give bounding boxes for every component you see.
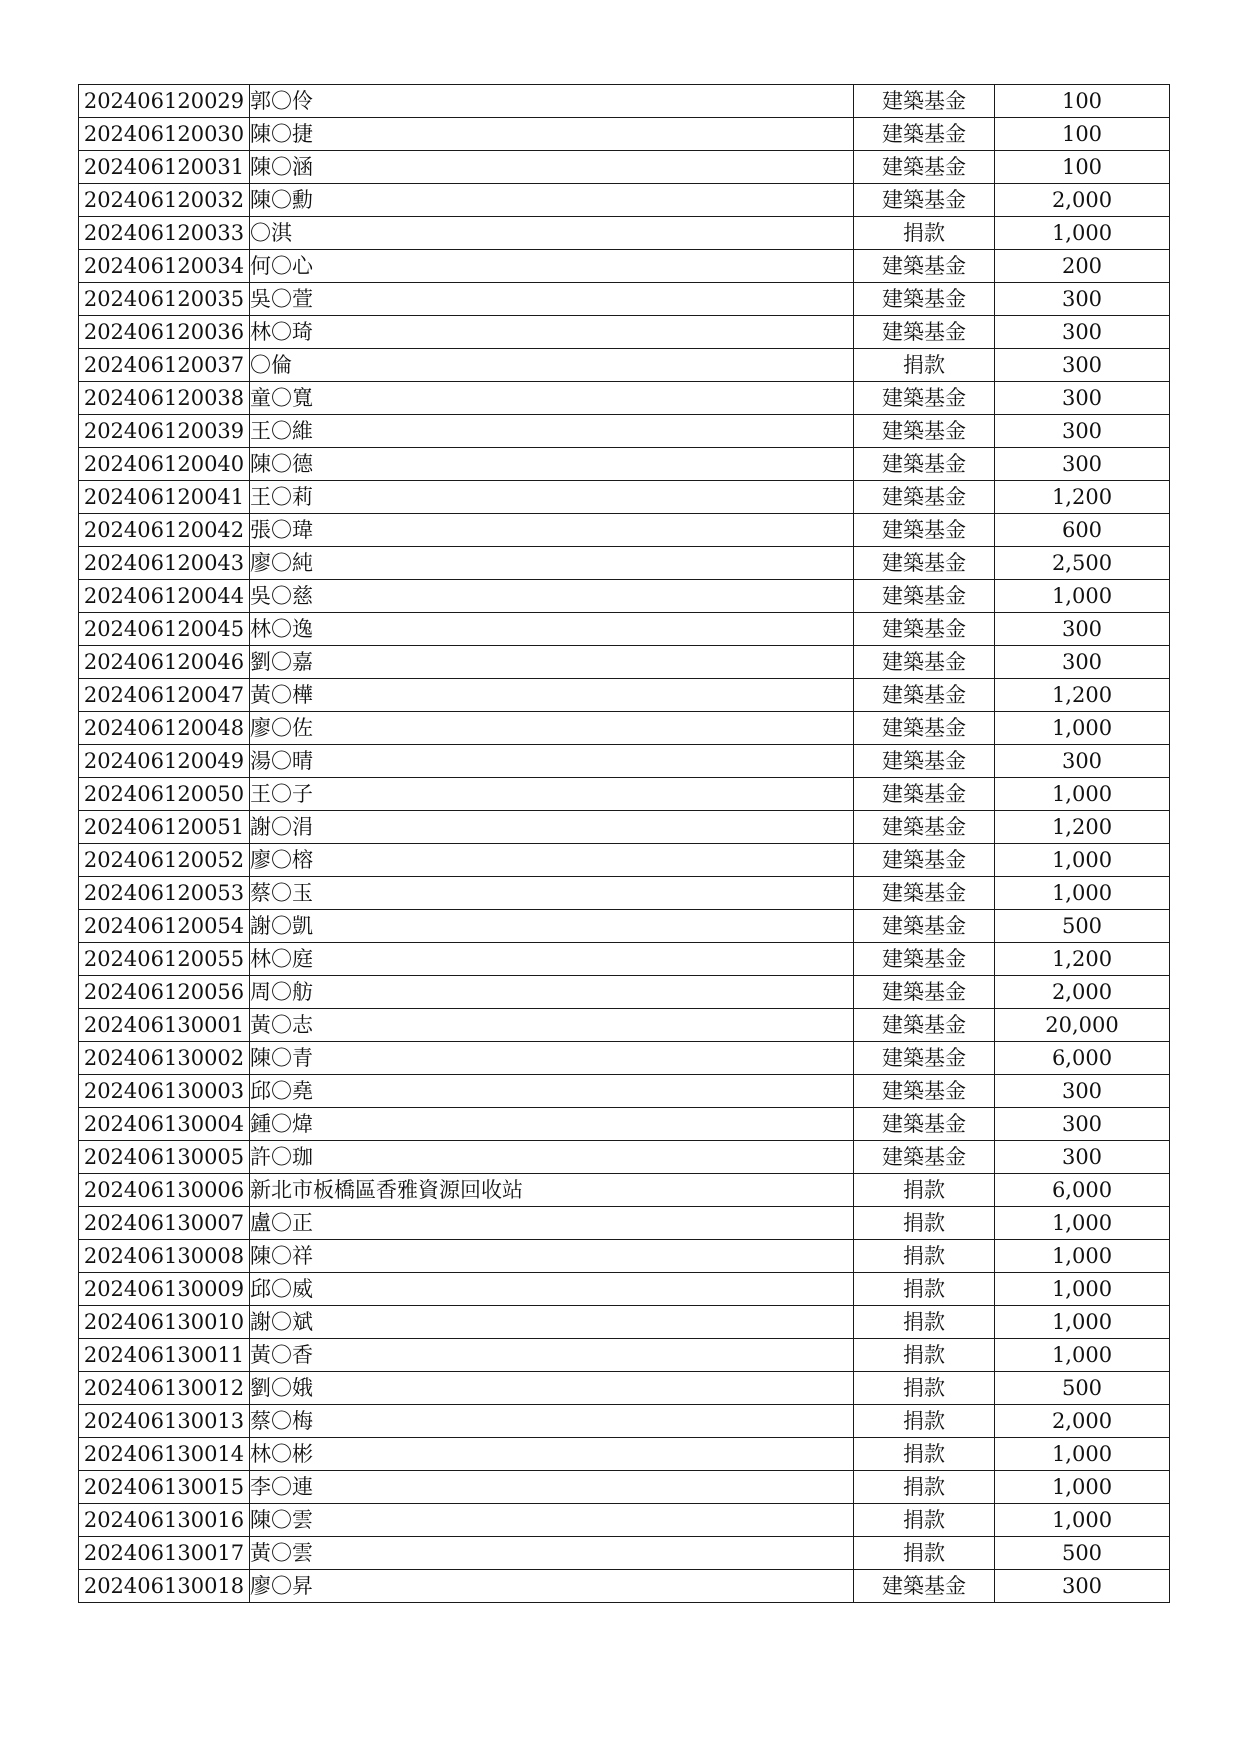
receipt-number-cell: 202406130003: [79, 1075, 250, 1108]
table-row: [79, 679, 1170, 712]
donation-amount-cell: 1,000: [995, 844, 1170, 877]
receipt-number-cell: 202406130016: [79, 1504, 250, 1537]
donation-amount-cell: 1,200: [995, 481, 1170, 514]
donation-type-cell: 建築基金: [854, 976, 995, 1009]
receipt-number-cell: 202406130006: [79, 1174, 250, 1207]
donor-name-cell: 廖〇佐: [250, 712, 854, 745]
table-row: [79, 646, 1170, 679]
donation-ledger-table: [78, 84, 1170, 1603]
donor-name-cell: 林〇逸: [250, 613, 854, 646]
donation-type-cell: 建築基金: [854, 712, 995, 745]
table-row: [79, 811, 1170, 844]
table-row: [79, 844, 1170, 877]
donation-amount-cell: 6,000: [995, 1042, 1170, 1075]
receipt-number-cell: 202406130011: [79, 1339, 250, 1372]
donation-amount-cell: 100: [995, 85, 1170, 118]
donor-name-cell: 陳〇涵: [250, 151, 854, 184]
table-row: [79, 1471, 1170, 1504]
donor-name-cell: 邱〇威: [250, 1273, 854, 1306]
receipt-number-cell: 202406120043: [79, 547, 250, 580]
donor-name-cell: 〇淇: [250, 217, 854, 250]
donor-name-cell: 盧〇正: [250, 1207, 854, 1240]
table-row: [79, 1174, 1170, 1207]
table-row: [79, 943, 1170, 976]
donation-type-cell: 建築基金: [854, 85, 995, 118]
donation-amount-cell: 1,000: [995, 217, 1170, 250]
receipt-number-cell: 202406130005: [79, 1141, 250, 1174]
table-row: [79, 514, 1170, 547]
donation-amount-cell: 1,200: [995, 679, 1170, 712]
donation-type-cell: 建築基金: [854, 778, 995, 811]
donation-amount-cell: 300: [995, 448, 1170, 481]
donation-amount-cell: 1,000: [995, 1273, 1170, 1306]
donation-type-cell: 建築基金: [854, 580, 995, 613]
receipt-number-cell: 202406120035: [79, 283, 250, 316]
receipt-number-cell: 202406120044: [79, 580, 250, 613]
table-row: [79, 1339, 1170, 1372]
donor-name-cell: 〇倫: [250, 349, 854, 382]
receipt-number-cell: 202406120040: [79, 448, 250, 481]
receipt-number-cell: 202406120049: [79, 745, 250, 778]
donation-type-cell: 捐款: [854, 1372, 995, 1405]
receipt-number-cell: 202406130018: [79, 1570, 250, 1603]
donor-name-cell: 王〇子: [250, 778, 854, 811]
receipt-number-cell: 202406130010: [79, 1306, 250, 1339]
donation-amount-cell: 2,000: [995, 1405, 1170, 1438]
donation-type-cell: 建築基金: [854, 184, 995, 217]
donation-amount-cell: 1,000: [995, 1306, 1170, 1339]
donation-amount-cell: 200: [995, 250, 1170, 283]
receipt-number-cell: 202406120051: [79, 811, 250, 844]
donation-amount-cell: 300: [995, 1075, 1170, 1108]
donation-type-cell: 建築基金: [854, 415, 995, 448]
donation-amount-cell: 2,000: [995, 184, 1170, 217]
donation-type-cell: 捐款: [854, 1174, 995, 1207]
donor-name-cell: 邱〇堯: [250, 1075, 854, 1108]
receipt-number-cell: 202406130012: [79, 1372, 250, 1405]
donation-type-cell: 建築基金: [854, 910, 995, 943]
donation-type-cell: 捐款: [854, 1471, 995, 1504]
donation-amount-cell: 1,000: [995, 580, 1170, 613]
donor-name-cell: 黃〇志: [250, 1009, 854, 1042]
donor-name-cell: 黃〇樺: [250, 679, 854, 712]
donation-amount-cell: 300: [995, 1141, 1170, 1174]
donation-amount-cell: 300: [995, 613, 1170, 646]
receipt-number-cell: 202406120030: [79, 118, 250, 151]
donor-name-cell: 謝〇凱: [250, 910, 854, 943]
donor-name-cell: 吳〇慈: [250, 580, 854, 613]
receipt-number-cell: 202406130014: [79, 1438, 250, 1471]
donor-name-cell: 陳〇勳: [250, 184, 854, 217]
donation-ledger-body: [79, 85, 1170, 1603]
table-row: [79, 1009, 1170, 1042]
receipt-number-cell: 202406130007: [79, 1207, 250, 1240]
donation-ledger-page: [78, 84, 1167, 1603]
table-row: [79, 778, 1170, 811]
donation-type-cell: 建築基金: [854, 481, 995, 514]
table-row: [79, 151, 1170, 184]
donation-type-cell: 建築基金: [854, 613, 995, 646]
table-row: [79, 85, 1170, 118]
table-row: [79, 382, 1170, 415]
donation-type-cell: 建築基金: [854, 514, 995, 547]
donation-type-cell: 捐款: [854, 1339, 995, 1372]
donation-amount-cell: 300: [995, 646, 1170, 679]
donation-type-cell: 建築基金: [854, 1009, 995, 1042]
receipt-number-cell: 202406120033: [79, 217, 250, 250]
donation-type-cell: 建築基金: [854, 877, 995, 910]
receipt-number-cell: 202406130002: [79, 1042, 250, 1075]
donation-amount-cell: 1,000: [995, 877, 1170, 910]
table-row: [79, 1141, 1170, 1174]
donation-type-cell: 建築基金: [854, 1570, 995, 1603]
table-row: [79, 1570, 1170, 1603]
donor-name-cell: 廖〇昇: [250, 1570, 854, 1603]
receipt-number-cell: 202406120056: [79, 976, 250, 1009]
receipt-number-cell: 202406120045: [79, 613, 250, 646]
table-row: [79, 250, 1170, 283]
donor-name-cell: 鍾〇煒: [250, 1108, 854, 1141]
receipt-number-cell: 202406130015: [79, 1471, 250, 1504]
donation-type-cell: 捐款: [854, 1306, 995, 1339]
donation-type-cell: 建築基金: [854, 844, 995, 877]
receipt-number-cell: 202406120037: [79, 349, 250, 382]
table-row: [79, 1372, 1170, 1405]
receipt-number-cell: 202406130009: [79, 1273, 250, 1306]
donation-type-cell: 建築基金: [854, 382, 995, 415]
receipt-number-cell: 202406130017: [79, 1537, 250, 1570]
donation-amount-cell: 100: [995, 118, 1170, 151]
receipt-number-cell: 202406120047: [79, 679, 250, 712]
receipt-number-cell: 202406120039: [79, 415, 250, 448]
receipt-number-cell: 202406120054: [79, 910, 250, 943]
donation-amount-cell: 500: [995, 1372, 1170, 1405]
donation-amount-cell: 1,000: [995, 1207, 1170, 1240]
table-row: [79, 1273, 1170, 1306]
donor-name-cell: 李〇連: [250, 1471, 854, 1504]
receipt-number-cell: 202406130004: [79, 1108, 250, 1141]
donor-name-cell: 廖〇榕: [250, 844, 854, 877]
donation-amount-cell: 2,500: [995, 547, 1170, 580]
donation-amount-cell: 300: [995, 415, 1170, 448]
donor-name-cell: 陳〇雲: [250, 1504, 854, 1537]
donation-type-cell: 建築基金: [854, 547, 995, 580]
donor-name-cell: 王〇維: [250, 415, 854, 448]
donation-type-cell: 捐款: [854, 349, 995, 382]
donation-amount-cell: 6,000: [995, 1174, 1170, 1207]
donor-name-cell: 何〇心: [250, 250, 854, 283]
donation-amount-cell: 500: [995, 910, 1170, 943]
receipt-number-cell: 202406120050: [79, 778, 250, 811]
donation-type-cell: 建築基金: [854, 646, 995, 679]
table-row: [79, 745, 1170, 778]
donation-amount-cell: 300: [995, 1570, 1170, 1603]
donation-type-cell: 捐款: [854, 1504, 995, 1537]
table-row: [79, 877, 1170, 910]
table-row: [79, 1207, 1170, 1240]
donor-name-cell: 林〇彬: [250, 1438, 854, 1471]
donation-type-cell: 建築基金: [854, 250, 995, 283]
donor-name-cell: 湯〇晴: [250, 745, 854, 778]
donation-amount-cell: 300: [995, 349, 1170, 382]
table-row: [79, 547, 1170, 580]
table-row: [79, 1240, 1170, 1273]
donation-amount-cell: 1,200: [995, 943, 1170, 976]
receipt-number-cell: 202406120052: [79, 844, 250, 877]
table-row: [79, 1504, 1170, 1537]
receipt-number-cell: 202406120029: [79, 85, 250, 118]
donor-name-cell: 劉〇嘉: [250, 646, 854, 679]
donor-name-cell: 黃〇雲: [250, 1537, 854, 1570]
table-row: [79, 217, 1170, 250]
donor-name-cell: 蔡〇梅: [250, 1405, 854, 1438]
donation-type-cell: 建築基金: [854, 118, 995, 151]
table-row: [79, 1537, 1170, 1570]
donor-name-cell: 謝〇斌: [250, 1306, 854, 1339]
donation-amount-cell: 1,000: [995, 712, 1170, 745]
donation-type-cell: 捐款: [854, 1207, 995, 1240]
donor-name-cell: 謝〇涓: [250, 811, 854, 844]
donor-name-cell: 劉〇娥: [250, 1372, 854, 1405]
donation-type-cell: 捐款: [854, 1438, 995, 1471]
donor-name-cell: 周〇舫: [250, 976, 854, 1009]
donation-type-cell: 建築基金: [854, 448, 995, 481]
donor-name-cell: 林〇庭: [250, 943, 854, 976]
table-row: [79, 1306, 1170, 1339]
receipt-number-cell: 202406120042: [79, 514, 250, 547]
table-row: [79, 580, 1170, 613]
donation-type-cell: 捐款: [854, 1273, 995, 1306]
donation-amount-cell: 20,000: [995, 1009, 1170, 1042]
donor-name-cell: 許〇珈: [250, 1141, 854, 1174]
donation-type-cell: 建築基金: [854, 943, 995, 976]
receipt-number-cell: 202406120036: [79, 316, 250, 349]
table-row: [79, 118, 1170, 151]
donor-name-cell: 黃〇香: [250, 1339, 854, 1372]
table-row: [79, 448, 1170, 481]
donation-type-cell: 捐款: [854, 1240, 995, 1273]
donation-amount-cell: 100: [995, 151, 1170, 184]
donation-amount-cell: 1,000: [995, 778, 1170, 811]
receipt-number-cell: 202406120041: [79, 481, 250, 514]
donation-type-cell: 建築基金: [854, 151, 995, 184]
table-row: [79, 1075, 1170, 1108]
donor-name-cell: 新北市板橋區香雅資源回收站: [250, 1174, 854, 1207]
donation-amount-cell: 500: [995, 1537, 1170, 1570]
table-row: [79, 349, 1170, 382]
table-row: [79, 184, 1170, 217]
donor-name-cell: 張〇瑋: [250, 514, 854, 547]
table-row: [79, 712, 1170, 745]
donor-name-cell: 陳〇青: [250, 1042, 854, 1075]
table-row: [79, 283, 1170, 316]
donation-amount-cell: 300: [995, 283, 1170, 316]
donor-name-cell: 郭〇伶: [250, 85, 854, 118]
donation-amount-cell: 300: [995, 316, 1170, 349]
donation-type-cell: 建築基金: [854, 745, 995, 778]
table-row: [79, 1405, 1170, 1438]
table-row: [79, 1108, 1170, 1141]
donation-type-cell: 建築基金: [854, 1141, 995, 1174]
receipt-number-cell: 202406120053: [79, 877, 250, 910]
receipt-number-cell: 202406120032: [79, 184, 250, 217]
table-row: [79, 316, 1170, 349]
donation-type-cell: 捐款: [854, 1405, 995, 1438]
donor-name-cell: 陳〇德: [250, 448, 854, 481]
table-row: [79, 976, 1170, 1009]
donation-amount-cell: 600: [995, 514, 1170, 547]
donor-name-cell: 蔡〇玉: [250, 877, 854, 910]
receipt-number-cell: 202406120034: [79, 250, 250, 283]
donation-amount-cell: 1,000: [995, 1471, 1170, 1504]
donation-type-cell: 建築基金: [854, 283, 995, 316]
donation-type-cell: 建築基金: [854, 316, 995, 349]
donor-name-cell: 陳〇捷: [250, 118, 854, 151]
donor-name-cell: 吳〇萱: [250, 283, 854, 316]
receipt-number-cell: 202406130013: [79, 1405, 250, 1438]
receipt-number-cell: 202406120046: [79, 646, 250, 679]
donation-amount-cell: 300: [995, 1108, 1170, 1141]
donation-type-cell: 捐款: [854, 1537, 995, 1570]
donor-name-cell: 林〇琦: [250, 316, 854, 349]
donor-name-cell: 王〇莉: [250, 481, 854, 514]
donation-type-cell: 建築基金: [854, 811, 995, 844]
donation-amount-cell: 300: [995, 382, 1170, 415]
receipt-number-cell: 202406120031: [79, 151, 250, 184]
table-row: [79, 613, 1170, 646]
donation-amount-cell: 1,000: [995, 1438, 1170, 1471]
receipt-number-cell: 202406120038: [79, 382, 250, 415]
receipt-number-cell: 202406130008: [79, 1240, 250, 1273]
table-row: [79, 1042, 1170, 1075]
donation-type-cell: 建築基金: [854, 1108, 995, 1141]
donation-amount-cell: 1,000: [995, 1339, 1170, 1372]
receipt-number-cell: 202406130001: [79, 1009, 250, 1042]
receipt-number-cell: 202406120055: [79, 943, 250, 976]
donor-name-cell: 童〇寬: [250, 382, 854, 415]
donor-name-cell: 廖〇純: [250, 547, 854, 580]
receipt-number-cell: 202406120048: [79, 712, 250, 745]
donation-type-cell: 建築基金: [854, 679, 995, 712]
donation-amount-cell: 300: [995, 745, 1170, 778]
donation-amount-cell: 1,000: [995, 1504, 1170, 1537]
donation-amount-cell: 1,000: [995, 1240, 1170, 1273]
donation-type-cell: 建築基金: [854, 1042, 995, 1075]
table-row: [79, 481, 1170, 514]
donation-amount-cell: 2,000: [995, 976, 1170, 1009]
donation-amount-cell: 1,200: [995, 811, 1170, 844]
table-row: [79, 415, 1170, 448]
donor-name-cell: 陳〇祥: [250, 1240, 854, 1273]
donation-type-cell: 建築基金: [854, 1075, 995, 1108]
table-row: [79, 1438, 1170, 1471]
donation-type-cell: 捐款: [854, 217, 995, 250]
table-row: [79, 910, 1170, 943]
